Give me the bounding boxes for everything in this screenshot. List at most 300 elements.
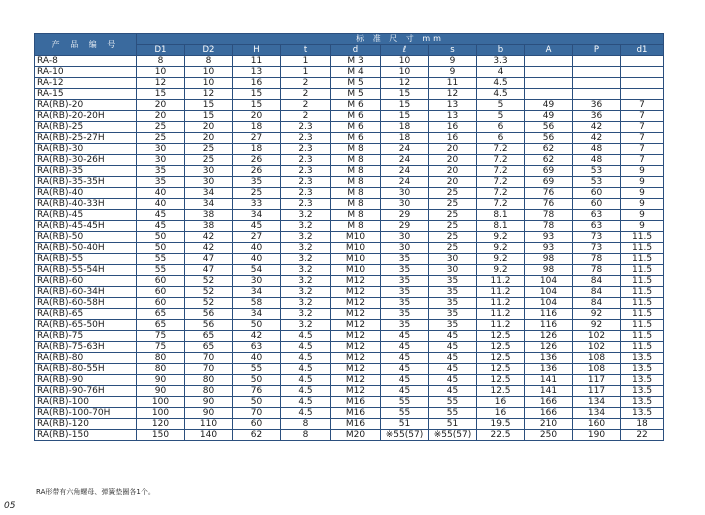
page-number: 05	[4, 501, 16, 511]
value-cell: 8.1	[477, 221, 525, 232]
value-cell: 7	[621, 122, 664, 133]
value-cell: 20	[429, 144, 477, 155]
value-cell: 50	[233, 320, 281, 331]
value-cell: 9	[621, 188, 664, 199]
value-cell: 33	[233, 199, 281, 210]
value-cell: M12	[331, 353, 381, 364]
value-cell: M10	[331, 254, 381, 265]
value-cell: 78	[573, 254, 621, 265]
model-cell: RA(RB)-75	[35, 331, 137, 342]
value-cell: 25	[137, 133, 185, 144]
value-cell: 4.5	[281, 375, 331, 386]
value-cell: 4	[477, 67, 525, 78]
value-cell: 11.2	[477, 298, 525, 309]
model-cell: RA(RB)-100-70H	[35, 408, 137, 419]
column-header: ℓ	[381, 45, 429, 56]
value-cell: 35	[381, 265, 429, 276]
model-cell: RA(RB)-30-26H	[35, 155, 137, 166]
value-cell: 7.2	[477, 155, 525, 166]
model-cell: RA(RB)-55-54H	[35, 265, 137, 276]
value-cell: 5	[477, 100, 525, 111]
value-cell: M16	[331, 419, 381, 430]
value-cell: 117	[573, 375, 621, 386]
value-cell: 3.2	[281, 243, 331, 254]
value-cell: 15	[381, 111, 429, 122]
value-cell: 8	[281, 419, 331, 430]
value-cell	[621, 67, 664, 78]
value-cell: 76	[525, 199, 573, 210]
value-cell: 100	[137, 397, 185, 408]
value-cell: 53	[573, 166, 621, 177]
value-cell: 12	[429, 89, 477, 100]
value-cell: 15	[233, 100, 281, 111]
value-cell: 34	[233, 287, 281, 298]
value-cell: 10	[381, 67, 429, 78]
value-cell: 84	[573, 298, 621, 309]
dimension-group-header: 标 准 尺 寸 mm	[137, 34, 664, 45]
value-cell: 126	[525, 331, 573, 342]
model-cell: RA(RB)-35	[35, 166, 137, 177]
model-cell: RA-15	[35, 89, 137, 100]
value-cell: 78	[525, 221, 573, 232]
value-cell: 45	[137, 210, 185, 221]
value-cell: 24	[381, 144, 429, 155]
value-cell: 136	[525, 364, 573, 375]
value-cell: 45	[429, 386, 477, 397]
value-cell: 60	[137, 298, 185, 309]
value-cell: 27	[233, 232, 281, 243]
table-row	[35, 375, 664, 386]
value-cell: 56	[525, 122, 573, 133]
table-row	[35, 408, 664, 419]
table-row	[35, 111, 664, 122]
value-cell: 20	[185, 133, 233, 144]
value-cell: 73	[573, 243, 621, 254]
value-cell: M 8	[331, 221, 381, 232]
value-cell: 70	[233, 408, 281, 419]
value-cell: 2.3	[281, 177, 331, 188]
value-cell: 2.3	[281, 133, 331, 144]
value-cell: 45	[381, 364, 429, 375]
value-cell: 45	[429, 342, 477, 353]
value-cell: M 3	[331, 56, 381, 67]
value-cell: M 4	[331, 67, 381, 78]
value-cell: 7.2	[477, 188, 525, 199]
value-cell: 80	[185, 386, 233, 397]
value-cell: 16	[477, 397, 525, 408]
model-column-header: 产 品 编 号	[35, 34, 137, 56]
value-cell: 40	[233, 243, 281, 254]
value-cell: 75	[137, 331, 185, 342]
value-cell: 45	[381, 331, 429, 342]
value-cell: 108	[573, 364, 621, 375]
value-cell: 11.2	[477, 320, 525, 331]
value-cell: 3.2	[281, 298, 331, 309]
value-cell: 73	[573, 232, 621, 243]
value-cell	[525, 78, 573, 89]
value-cell: 25	[185, 155, 233, 166]
value-cell: 84	[573, 287, 621, 298]
value-cell: M 8	[331, 144, 381, 155]
value-cell: 45	[429, 364, 477, 375]
value-cell: 35	[381, 276, 429, 287]
value-cell: M12	[331, 342, 381, 353]
value-cell: 166	[525, 408, 573, 419]
table-row	[35, 155, 664, 166]
value-cell: 12.5	[477, 342, 525, 353]
value-cell: 70	[185, 353, 233, 364]
value-cell: 25	[429, 221, 477, 232]
value-cell: 11	[233, 56, 281, 67]
value-cell: 45	[429, 375, 477, 386]
value-cell: 93	[525, 243, 573, 254]
value-cell: 6	[477, 122, 525, 133]
value-cell: 27	[233, 133, 281, 144]
value-cell: M12	[331, 331, 381, 342]
value-cell: 56	[185, 320, 233, 331]
value-cell: 18	[381, 122, 429, 133]
value-cell: 140	[185, 430, 233, 441]
value-cell	[621, 56, 664, 67]
value-cell: 2	[281, 89, 331, 100]
value-cell: 55	[137, 254, 185, 265]
column-header: t	[281, 45, 331, 56]
value-cell: 15	[185, 111, 233, 122]
model-cell: RA(RB)-60	[35, 276, 137, 287]
table-header	[35, 34, 664, 56]
value-cell: 34	[233, 210, 281, 221]
table-row	[35, 386, 664, 397]
value-cell: ※55(57)	[381, 430, 429, 441]
value-cell: 13.5	[621, 353, 664, 364]
value-cell: 2	[281, 100, 331, 111]
value-cell: 9	[621, 221, 664, 232]
value-cell: 90	[137, 375, 185, 386]
model-cell: RA(RB)-65	[35, 309, 137, 320]
value-cell: 69	[525, 177, 573, 188]
value-cell: 90	[137, 386, 185, 397]
value-cell: 78	[525, 210, 573, 221]
value-cell: 15	[233, 89, 281, 100]
model-cell: RA(RB)-120	[35, 419, 137, 430]
model-cell: RA(RB)-35-35H	[35, 177, 137, 188]
value-cell: 50	[137, 243, 185, 254]
value-cell: M16	[331, 408, 381, 419]
model-cell: RA(RB)-80-55H	[35, 364, 137, 375]
value-cell: 104	[525, 276, 573, 287]
dimension-table	[34, 33, 664, 441]
value-cell: 12	[185, 89, 233, 100]
value-cell: 45	[429, 353, 477, 364]
value-cell: 11.5	[621, 320, 664, 331]
value-cell: M 8	[331, 210, 381, 221]
value-cell: 69	[525, 166, 573, 177]
table-row	[35, 419, 664, 430]
value-cell: 35	[233, 177, 281, 188]
table-row	[35, 243, 664, 254]
value-cell: 12.5	[477, 364, 525, 375]
value-cell: 12.5	[477, 386, 525, 397]
value-cell: 45	[381, 353, 429, 364]
table-row	[35, 287, 664, 298]
value-cell: 25	[429, 199, 477, 210]
value-cell: 166	[525, 397, 573, 408]
value-cell: 9.2	[477, 265, 525, 276]
model-cell: RA(RB)-40-33H	[35, 199, 137, 210]
value-cell: 49	[525, 100, 573, 111]
value-cell: 7	[621, 144, 664, 155]
value-cell: 18	[621, 419, 664, 430]
value-cell: 16	[429, 133, 477, 144]
value-cell: M 6	[331, 122, 381, 133]
value-cell: 35	[137, 166, 185, 177]
value-cell: 22	[621, 430, 664, 441]
value-cell: 11.5	[621, 265, 664, 276]
value-cell: 9	[621, 210, 664, 221]
value-cell: 52	[185, 276, 233, 287]
value-cell: 4.5	[281, 364, 331, 375]
value-cell: 134	[573, 397, 621, 408]
value-cell: 62	[233, 430, 281, 441]
value-cell: M 6	[331, 100, 381, 111]
footnote: RA形带有六角螺母、弹簧垫圈各1个。	[36, 488, 155, 496]
value-cell: 2	[281, 111, 331, 122]
value-cell: 35	[429, 298, 477, 309]
value-cell: 2.3	[281, 166, 331, 177]
value-cell: 9.2	[477, 254, 525, 265]
value-cell: 62	[525, 155, 573, 166]
value-cell: 26	[233, 166, 281, 177]
value-cell: 35	[137, 177, 185, 188]
value-cell: 75	[137, 342, 185, 353]
value-cell: 22.5	[477, 430, 525, 441]
value-cell: 30	[381, 188, 429, 199]
value-cell: 141	[525, 386, 573, 397]
value-cell: 30	[233, 276, 281, 287]
value-cell: 16	[429, 122, 477, 133]
value-cell: 9	[621, 177, 664, 188]
table-body	[35, 56, 664, 441]
value-cell: 108	[573, 353, 621, 364]
value-cell: 78	[573, 265, 621, 276]
value-cell: M20	[331, 430, 381, 441]
value-cell: 25	[185, 144, 233, 155]
value-cell: 24	[381, 166, 429, 177]
value-cell: 11.2	[477, 287, 525, 298]
value-cell: 8	[281, 430, 331, 441]
model-cell: RA(RB)-55	[35, 254, 137, 265]
table-row	[35, 298, 664, 309]
model-cell: RA(RB)-20	[35, 100, 137, 111]
column-header: P	[573, 45, 621, 56]
value-cell: 56	[185, 309, 233, 320]
table-row	[35, 199, 664, 210]
value-cell: 48	[573, 144, 621, 155]
value-cell: 50	[233, 375, 281, 386]
value-cell: 9	[429, 56, 477, 67]
value-cell: 36	[573, 111, 621, 122]
value-cell: 30	[381, 199, 429, 210]
value-cell: 15	[381, 100, 429, 111]
value-cell: 29	[381, 210, 429, 221]
value-cell: 13	[429, 100, 477, 111]
value-cell: 38	[185, 221, 233, 232]
value-cell: 53	[573, 177, 621, 188]
value-cell: 4.5	[281, 331, 331, 342]
value-cell: 20	[185, 122, 233, 133]
table-row	[35, 188, 664, 199]
value-cell: 42	[573, 133, 621, 144]
value-cell: 60	[137, 287, 185, 298]
value-cell: 92	[573, 320, 621, 331]
column-header: d	[331, 45, 381, 56]
value-cell: 11.5	[621, 243, 664, 254]
value-cell: M12	[331, 386, 381, 397]
value-cell: 1	[281, 67, 331, 78]
table-row	[35, 221, 664, 232]
value-cell: 2.3	[281, 199, 331, 210]
value-cell	[525, 56, 573, 67]
value-cell: 30	[381, 232, 429, 243]
value-cell: 70	[185, 364, 233, 375]
value-cell: 42	[185, 232, 233, 243]
value-cell: M10	[331, 243, 381, 254]
value-cell: 2	[281, 78, 331, 89]
value-cell: 50	[233, 397, 281, 408]
table-row	[35, 100, 664, 111]
value-cell: 3.2	[281, 320, 331, 331]
value-cell: 35	[429, 287, 477, 298]
value-cell: 34	[233, 309, 281, 320]
table-row	[35, 166, 664, 177]
value-cell: 60	[573, 199, 621, 210]
value-cell: 8.1	[477, 210, 525, 221]
value-cell: 48	[573, 155, 621, 166]
model-cell: RA(RB)-20-20H	[35, 111, 137, 122]
value-cell: 20	[137, 111, 185, 122]
value-cell: M12	[331, 287, 381, 298]
value-cell: 13.5	[621, 375, 664, 386]
value-cell: 9.2	[477, 232, 525, 243]
value-cell: 160	[573, 419, 621, 430]
value-cell: 40	[233, 353, 281, 364]
value-cell: 3.2	[281, 254, 331, 265]
model-cell: RA(RB)-80	[35, 353, 137, 364]
value-cell: 10	[185, 67, 233, 78]
value-cell: 84	[573, 276, 621, 287]
value-cell: 7.2	[477, 199, 525, 210]
value-cell: 93	[525, 232, 573, 243]
value-cell: 4.5	[281, 342, 331, 353]
value-cell: 7.2	[477, 166, 525, 177]
value-cell: 80	[185, 375, 233, 386]
value-cell: M12	[331, 375, 381, 386]
value-cell: 26	[233, 155, 281, 166]
value-cell: 10	[381, 56, 429, 67]
value-cell: 6	[477, 133, 525, 144]
value-cell: 35	[429, 309, 477, 320]
value-cell: 5	[477, 111, 525, 122]
value-cell: 4.5	[477, 78, 525, 89]
value-cell: M 5	[331, 89, 381, 100]
value-cell: 60	[573, 188, 621, 199]
value-cell: 11	[429, 78, 477, 89]
value-cell: 134	[573, 408, 621, 419]
value-cell: 30	[137, 144, 185, 155]
value-cell: 12.5	[477, 353, 525, 364]
value-cell: 7.2	[477, 144, 525, 155]
value-cell: 15	[185, 100, 233, 111]
value-cell: 13.5	[621, 408, 664, 419]
table-row	[35, 89, 664, 100]
value-cell: 20	[137, 100, 185, 111]
value-cell: 9	[429, 67, 477, 78]
value-cell: 47	[185, 265, 233, 276]
value-cell: 35	[381, 287, 429, 298]
value-cell: 51	[381, 419, 429, 430]
value-cell: 98	[525, 265, 573, 276]
table-row	[35, 133, 664, 144]
value-cell: 54	[233, 265, 281, 276]
value-cell: 9	[621, 199, 664, 210]
column-header: H	[233, 45, 281, 56]
table-row	[35, 265, 664, 276]
model-cell: RA(RB)-30	[35, 144, 137, 155]
value-cell: M 8	[331, 199, 381, 210]
value-cell: 65	[185, 342, 233, 353]
table-row	[35, 144, 664, 155]
model-cell: RA-12	[35, 78, 137, 89]
value-cell: 2.3	[281, 122, 331, 133]
value-cell: 55	[233, 364, 281, 375]
value-cell: 58	[233, 298, 281, 309]
value-cell: 65	[185, 331, 233, 342]
table-row	[35, 331, 664, 342]
value-cell: 63	[573, 210, 621, 221]
column-header: s	[429, 45, 477, 56]
value-cell: 51	[429, 419, 477, 430]
value-cell: 7	[621, 111, 664, 122]
column-header: b	[477, 45, 525, 56]
value-cell: 3.2	[281, 276, 331, 287]
table-row	[35, 342, 664, 353]
model-cell: RA(RB)-60-58H	[35, 298, 137, 309]
value-cell: 2.3	[281, 144, 331, 155]
model-cell: RA(RB)-25	[35, 122, 137, 133]
value-cell: 42	[185, 243, 233, 254]
value-cell: 65	[137, 320, 185, 331]
model-cell: RA(RB)-100	[35, 397, 137, 408]
value-cell: 12.5	[477, 331, 525, 342]
model-cell: RA(RB)-65-50H	[35, 320, 137, 331]
value-cell: 104	[525, 298, 573, 309]
value-cell: 35	[381, 298, 429, 309]
value-cell	[621, 78, 664, 89]
value-cell: 11.5	[621, 342, 664, 353]
model-cell: RA(RB)-50	[35, 232, 137, 243]
value-cell: 16	[233, 78, 281, 89]
value-cell: 7	[621, 155, 664, 166]
value-cell: 76	[233, 386, 281, 397]
value-cell: 30	[137, 155, 185, 166]
value-cell: 11.5	[621, 276, 664, 287]
value-cell: 55	[381, 408, 429, 419]
model-cell: RA(RB)-60-34H	[35, 287, 137, 298]
value-cell: 13.5	[621, 364, 664, 375]
value-cell: 30	[381, 243, 429, 254]
value-cell: 24	[381, 155, 429, 166]
table-row	[35, 122, 664, 133]
